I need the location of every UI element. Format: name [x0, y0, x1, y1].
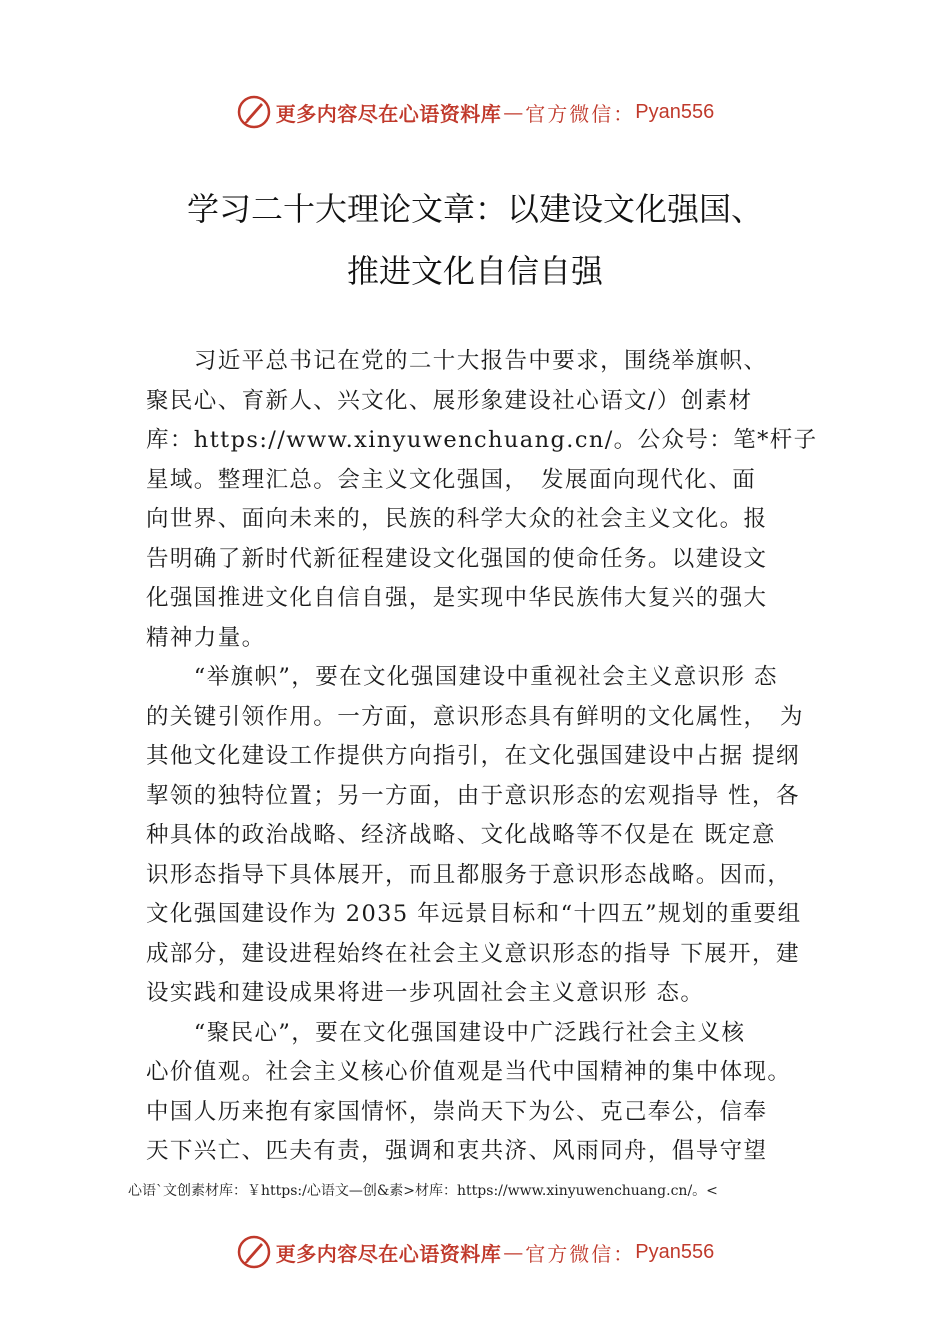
article-body — [146, 342, 846, 1172]
body-line: 精神力量。 — [146, 624, 266, 651]
banner-wechat-label: 官方微信： — [525, 101, 636, 126]
body-line: “聚民心”，要在文化强国建设中广泛践行社会主义核 — [146, 1019, 746, 1046]
body-line: 设实践和建设成果将进一步巩固社会主义意识形 态。 — [146, 980, 705, 1006]
body-line: 其他文化建设工作提供方向指引，在文化强国建设中占据 提纲 — [146, 743, 800, 769]
banner-wechat-id: Pyan556 — [635, 1240, 715, 1263]
quill-logo-icon — [236, 1234, 272, 1270]
body-line: 习近平总书记在党的二十大报告中要求，围绕举旗帜、 — [146, 348, 768, 374]
body-line: 心价值观。社会主义核心价值观是当代中国精神的集中体现。 — [146, 1059, 792, 1085]
body-line: 天下兴亡、匹夫有责，强调和衷共济、风雨同舟，倡导守望 — [146, 1138, 768, 1164]
body-line: 聚民心、育新人、兴文化、展形象建设社心语文/）创素材 — [146, 387, 753, 414]
body-line: 化强国推进文化自信自强，是实现中华民族伟大复兴的强大 — [146, 585, 768, 611]
body-line: 文化强国建设作为 2035 年远景目标和“十四五”规划的重要组 — [146, 901, 802, 927]
article-title-line-2: 推进文化自信自强 — [346, 252, 603, 290]
article-title-line-1: 学习二十大理论文章：以建设文化强国、 — [186, 190, 763, 228]
body-line: “举旗帜”，要在文化强国建设中重视社会主义意识形 态 — [146, 664, 778, 690]
banner-separator: — — [503, 1240, 524, 1264]
banner-separator: — — [503, 100, 524, 124]
body-line: 成部分，建设进程始终在社会主义意识形态的指导 下展开，建 — [146, 940, 800, 967]
body-line: 种具体的政治战略、经济战略、文化战略等不仅是在 既定意 — [146, 822, 776, 848]
body-line: 的关键引领作用。一方面，意识形态具有鲜明的文化属性， 为 — [146, 703, 804, 730]
body-line: 中国人历来抱有家国情怀，崇尚天下为公、克己奉公，信奉 — [146, 1098, 768, 1125]
header-watermark-banner — [0, 92, 950, 132]
banner-main-text: 更多内容尽在心语资料库 — [275, 101, 502, 126]
body-line: 星域。整理汇总。会主义文化强国， 发展面向现代化、面 — [146, 466, 757, 493]
banner-wechat-label: 官方微信： — [525, 1241, 636, 1266]
body-line: 库：https://www.xinyuwenchuang.cn/。公众号：笔*杆子 — [146, 427, 818, 453]
banner-wechat-id: Pyan556 — [635, 100, 715, 123]
banner-main-text: 更多内容尽在心语资料库 — [275, 1241, 502, 1266]
footer-source-line: 心语`文创素材库：￥https:/心语文—创&素>材库：https://www.xinyuwenchuang.cn/。< — [128, 1183, 718, 1199]
footer-watermark-banner — [0, 1232, 950, 1272]
body-line: 向世界、面向未来的，民族的科学大众的社会主义文化。报 — [146, 506, 768, 532]
quill-logo-icon — [236, 94, 272, 130]
body-line: 告明确了新时代新征程建设文化强国的使命任务。以建设文 — [146, 545, 768, 572]
body-line: 挈领的独特位置；另一方面，由于意识形态的宏观指导 性，各 — [146, 782, 800, 809]
body-line: 识形态指导下具体展开，而且都服务于意识形态战略。因而， — [146, 861, 792, 888]
